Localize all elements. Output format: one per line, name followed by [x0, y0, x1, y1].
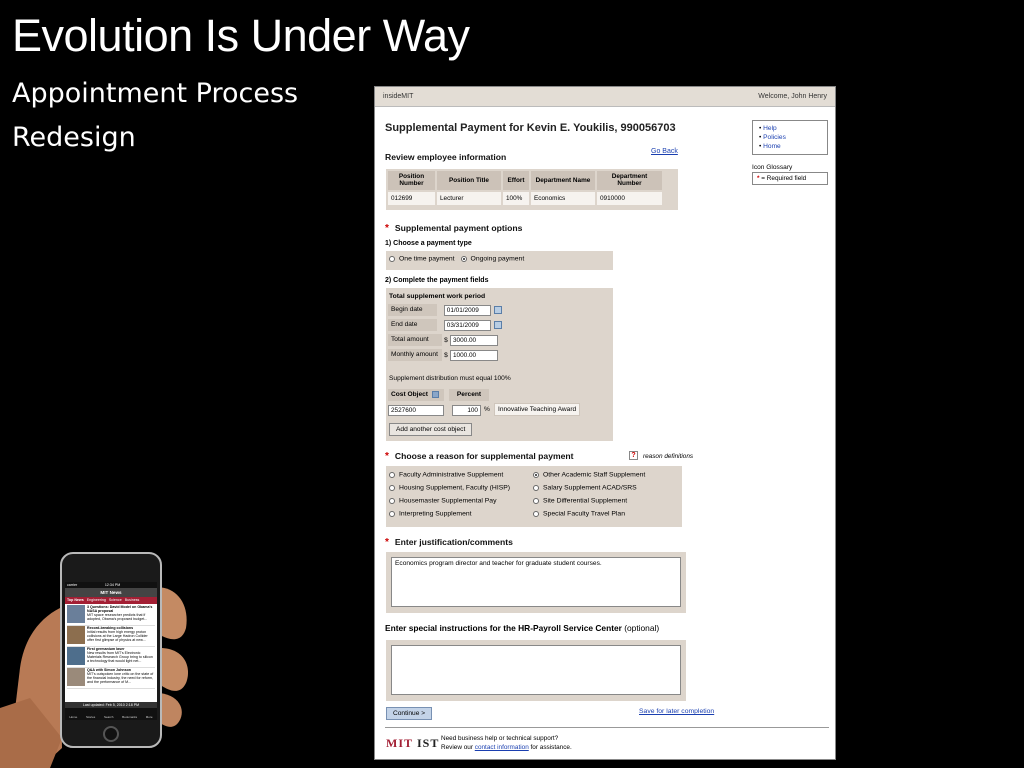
percent-input[interactable]: 100: [452, 405, 481, 416]
right-column: [752, 120, 828, 185]
cell-department-name: Economics: [530, 191, 596, 205]
phone-tab[interactable]: Top News: [67, 598, 84, 602]
work-period-title: Total supplement work period: [389, 293, 486, 300]
reason-option-label: Salary Supplement ACAD/SRS: [543, 484, 637, 492]
policies-link[interactable]: • Policies: [759, 133, 821, 142]
reason-heading-text: Choose a reason for supplemental payment: [394, 451, 574, 461]
percent-header: Percent: [449, 389, 489, 401]
glossary-text: = Required field: [761, 175, 807, 182]
radio-icon: [533, 511, 539, 517]
step-1-label: 1) Choose a payment type: [385, 240, 472, 247]
cell-department-number: 0910000: [596, 191, 662, 205]
reason-option-label: Site Differential Supplement: [543, 497, 628, 505]
phone-toolbar-more[interactable]: More: [145, 715, 153, 719]
monthly-amount-row: [388, 348, 502, 362]
payment-fields-panel: [386, 288, 613, 441]
reason-option-label: Housemaster Supplemental Pay: [399, 497, 497, 505]
reason-option-label: Special Faculty Travel Plan: [543, 510, 625, 518]
contact-information-link[interactable]: contact information: [474, 744, 529, 751]
story-body: MIT's outspoken lone critic on the state of the financial industry, the need for reform, and the performance of M...: [87, 672, 154, 684]
required-star-icon: *: [385, 537, 389, 548]
justification-heading-text: Enter justification/comments: [394, 537, 513, 547]
employee-table-header: [388, 171, 662, 191]
footer-line-2-pre: Review our: [441, 744, 473, 751]
monthly-amount-label: Monthly amount: [388, 349, 442, 361]
options-heading-text: Supplemental payment options: [394, 223, 523, 233]
reason-option[interactable]: [533, 496, 627, 505]
required-star-icon: *: [757, 175, 760, 182]
total-amount-label: Total amount: [388, 334, 442, 346]
begin-date-row: [388, 303, 502, 317]
reason-option[interactable]: [533, 483, 637, 492]
end-date-input[interactable]: 03/31/2009: [444, 320, 491, 331]
phone-story-list: [65, 604, 157, 690]
radio-icon: [389, 256, 395, 262]
required-star-icon: *: [385, 451, 389, 462]
reason-option[interactable]: [533, 509, 625, 518]
list-item[interactable]: [67, 605, 155, 626]
calendar-icon[interactable]: [494, 306, 502, 314]
icon-glossary-box: [752, 172, 828, 185]
footer-text: [441, 734, 572, 752]
reason-option[interactable]: [389, 509, 472, 518]
phone-app-title: MIT News: [65, 588, 157, 597]
phone-toolbar-search[interactable]: Search: [103, 715, 114, 719]
story-body: Initial results from high energy proton collisions at the Large Hadron Collider offer first glimpse of physics at new...: [87, 630, 148, 642]
special-instructions-heading-text: Enter special instructions for the HR-Payroll Service Center: [385, 623, 622, 633]
story-title: 3 Questions: David Model on Obama's NASA proposal: [87, 605, 153, 613]
ist-logo: IST: [417, 736, 440, 750]
phone-toolbar-home[interactable]: Home: [69, 715, 78, 719]
cell-position-title: Lecturer: [436, 191, 502, 205]
optional-label: (optional): [624, 623, 660, 633]
slide-title: Evolution Is Under Way: [12, 10, 470, 61]
reason-option-label: Interpreting Supplement: [399, 510, 472, 518]
radio-selected-icon: [533, 472, 539, 478]
reason-option[interactable]: [389, 483, 510, 492]
story-thumbnail: [67, 668, 85, 686]
cost-object-header-text: Cost Object: [391, 391, 429, 398]
one-time-payment-radio[interactable]: [389, 254, 455, 263]
phone-tab[interactable]: Engineering: [86, 598, 106, 602]
story-title: First germanium laser: [87, 647, 125, 651]
list-item[interactable]: [67, 647, 155, 668]
col-position-title: Position Title: [436, 171, 502, 191]
footer-line-1: Need business help or technical support?: [441, 735, 559, 742]
cell-position-number: 012699: [388, 191, 436, 205]
phone-tab[interactable]: Business: [124, 598, 140, 602]
employee-table-panel: [386, 169, 678, 210]
continue-button[interactable]: Continue >: [386, 707, 432, 720]
mit-logo: MIT: [386, 736, 413, 750]
table-row: [388, 191, 662, 205]
cost-object-name: Innovative Teaching Award: [494, 403, 580, 416]
percent-sign: %: [484, 406, 490, 413]
ongoing-payment-label: Ongoing payment: [470, 255, 525, 263]
radio-icon: [389, 472, 395, 478]
cost-object-input[interactable]: 2527600: [388, 405, 444, 416]
go-back-link[interactable]: Go Back: [651, 148, 678, 155]
options-heading: [385, 223, 522, 234]
reason-heading: [385, 451, 574, 462]
phone-time: 12:34 PM: [104, 583, 121, 587]
monthly-currency: $: [444, 351, 448, 359]
reason-option[interactable]: [533, 470, 645, 479]
footer-line-2: [441, 743, 572, 752]
cell-effort: 100%: [502, 191, 530, 205]
justification-textarea[interactable]: Economics program director and teacher for graduate student courses.: [391, 557, 681, 607]
help-question-icon[interactable]: ?: [629, 451, 638, 460]
end-date-label: End date: [388, 319, 437, 331]
phone-tab[interactable]: Science: [108, 598, 122, 602]
footer-line-2-post: for assistance.: [530, 744, 572, 751]
list-item[interactable]: [67, 626, 155, 647]
phone-toolbar: [65, 708, 157, 720]
col-effort: Effort: [502, 171, 530, 191]
one-time-payment-label: One time payment: [399, 255, 455, 263]
total-amount-input[interactable]: 3000.00: [450, 335, 498, 346]
monthly-amount-input[interactable]: 1000.00: [450, 350, 498, 361]
distribution-note: Supplement distribution must equal 100%: [389, 375, 511, 382]
story-body: New results from MIT's Electronic Materials Research Group bring to silicon a technology that would light net...: [87, 651, 153, 663]
help-link[interactable]: • Help: [759, 124, 821, 133]
end-date-row: [388, 318, 502, 332]
phone-toolbar-stories[interactable]: Stories: [85, 715, 96, 719]
story-title: Q&A with Simon Johnson: [87, 668, 131, 672]
step-2-label: 2) Complete the payment fields: [385, 277, 489, 284]
welcome-label: Welcome, John Henry: [758, 93, 827, 100]
phone-toolbar-bookmarks[interactable]: Bookmarks: [122, 715, 138, 719]
slide-subtitle-line-1: Appointment Process: [12, 78, 299, 109]
help-links-box: [752, 120, 828, 155]
phone-carrier: carrier: [67, 583, 78, 587]
employee-table: [388, 171, 662, 205]
reason-panel: [386, 466, 682, 527]
radio-icon: [389, 485, 395, 491]
save-later-link[interactable]: Save for later completion: [639, 708, 715, 715]
radio-selected-icon: [461, 256, 467, 262]
phone-home-button-icon[interactable]: [103, 726, 119, 742]
special-instructions-panel: [386, 640, 686, 701]
phone-updated: Last updated: Feb 5, 2010 2:18 PM: [65, 702, 157, 708]
story-thumbnail: [67, 647, 85, 665]
app-top-bar: [375, 87, 835, 107]
special-instructions-textarea[interactable]: [391, 645, 681, 695]
brand-label: insideMIT: [383, 93, 414, 100]
reason-option-label: Housing Supplement, Faculty (HISP): [399, 484, 511, 492]
story-body: MIT space researcher predicts that if adopted, Obama's proposed budget...: [87, 613, 148, 621]
begin-date-label: Begin date: [388, 304, 437, 316]
required-star-icon: *: [385, 223, 389, 234]
reason-definitions-link[interactable]: reason definitions: [643, 453, 694, 460]
story-thumbnail: [67, 605, 85, 623]
col-department-name: Department Name: [530, 171, 596, 191]
calendar-icon[interactable]: [494, 321, 502, 329]
slide-subtitle-line-2: Redesign: [12, 122, 136, 153]
reason-option[interactable]: [389, 496, 496, 505]
review-heading: Review employee information: [385, 152, 507, 162]
ongoing-payment-radio[interactable]: [461, 254, 525, 263]
lookup-icon[interactable]: [432, 391, 439, 398]
col-department-number: Department Number: [596, 171, 662, 191]
page-title: Supplemental Payment for Kevin E. Youkilis, 990056703: [385, 122, 676, 134]
reason-option-label: Other Academic Staff Supplement: [543, 471, 646, 479]
phone-tabs: [65, 597, 157, 604]
add-cost-object-button[interactable]: Add another cost object: [389, 423, 472, 436]
phone-screen: [65, 582, 157, 720]
reason-option-label: Faculty Administrative Supplement: [399, 471, 504, 479]
payment-type-panel: [386, 251, 613, 270]
justification-heading: [385, 537, 513, 548]
radio-icon: [389, 498, 395, 504]
total-amount-row: [388, 333, 502, 347]
list-item[interactable]: [67, 668, 155, 689]
story-thumbnail: [67, 626, 85, 644]
footer-divider: [385, 727, 829, 728]
reason-option[interactable]: [389, 470, 503, 479]
phone-in-hand-image: [0, 548, 200, 768]
icon-glossary-title: Icon Glossary: [752, 164, 793, 171]
radio-icon: [533, 498, 539, 504]
radio-icon: [389, 511, 395, 517]
begin-date-input[interactable]: 01/01/2009: [444, 305, 491, 316]
cost-object-header: [388, 389, 444, 401]
story-title: Record-breaking collisions: [87, 626, 134, 630]
slide-subtitle: [12, 72, 298, 160]
total-currency: $: [444, 336, 448, 344]
col-position-number: Position Number: [388, 171, 436, 191]
app-screenshot: [374, 86, 836, 760]
home-link[interactable]: • Home: [759, 142, 821, 151]
justification-panel: [386, 552, 686, 613]
special-instructions-heading: [385, 623, 659, 633]
radio-icon: [533, 485, 539, 491]
